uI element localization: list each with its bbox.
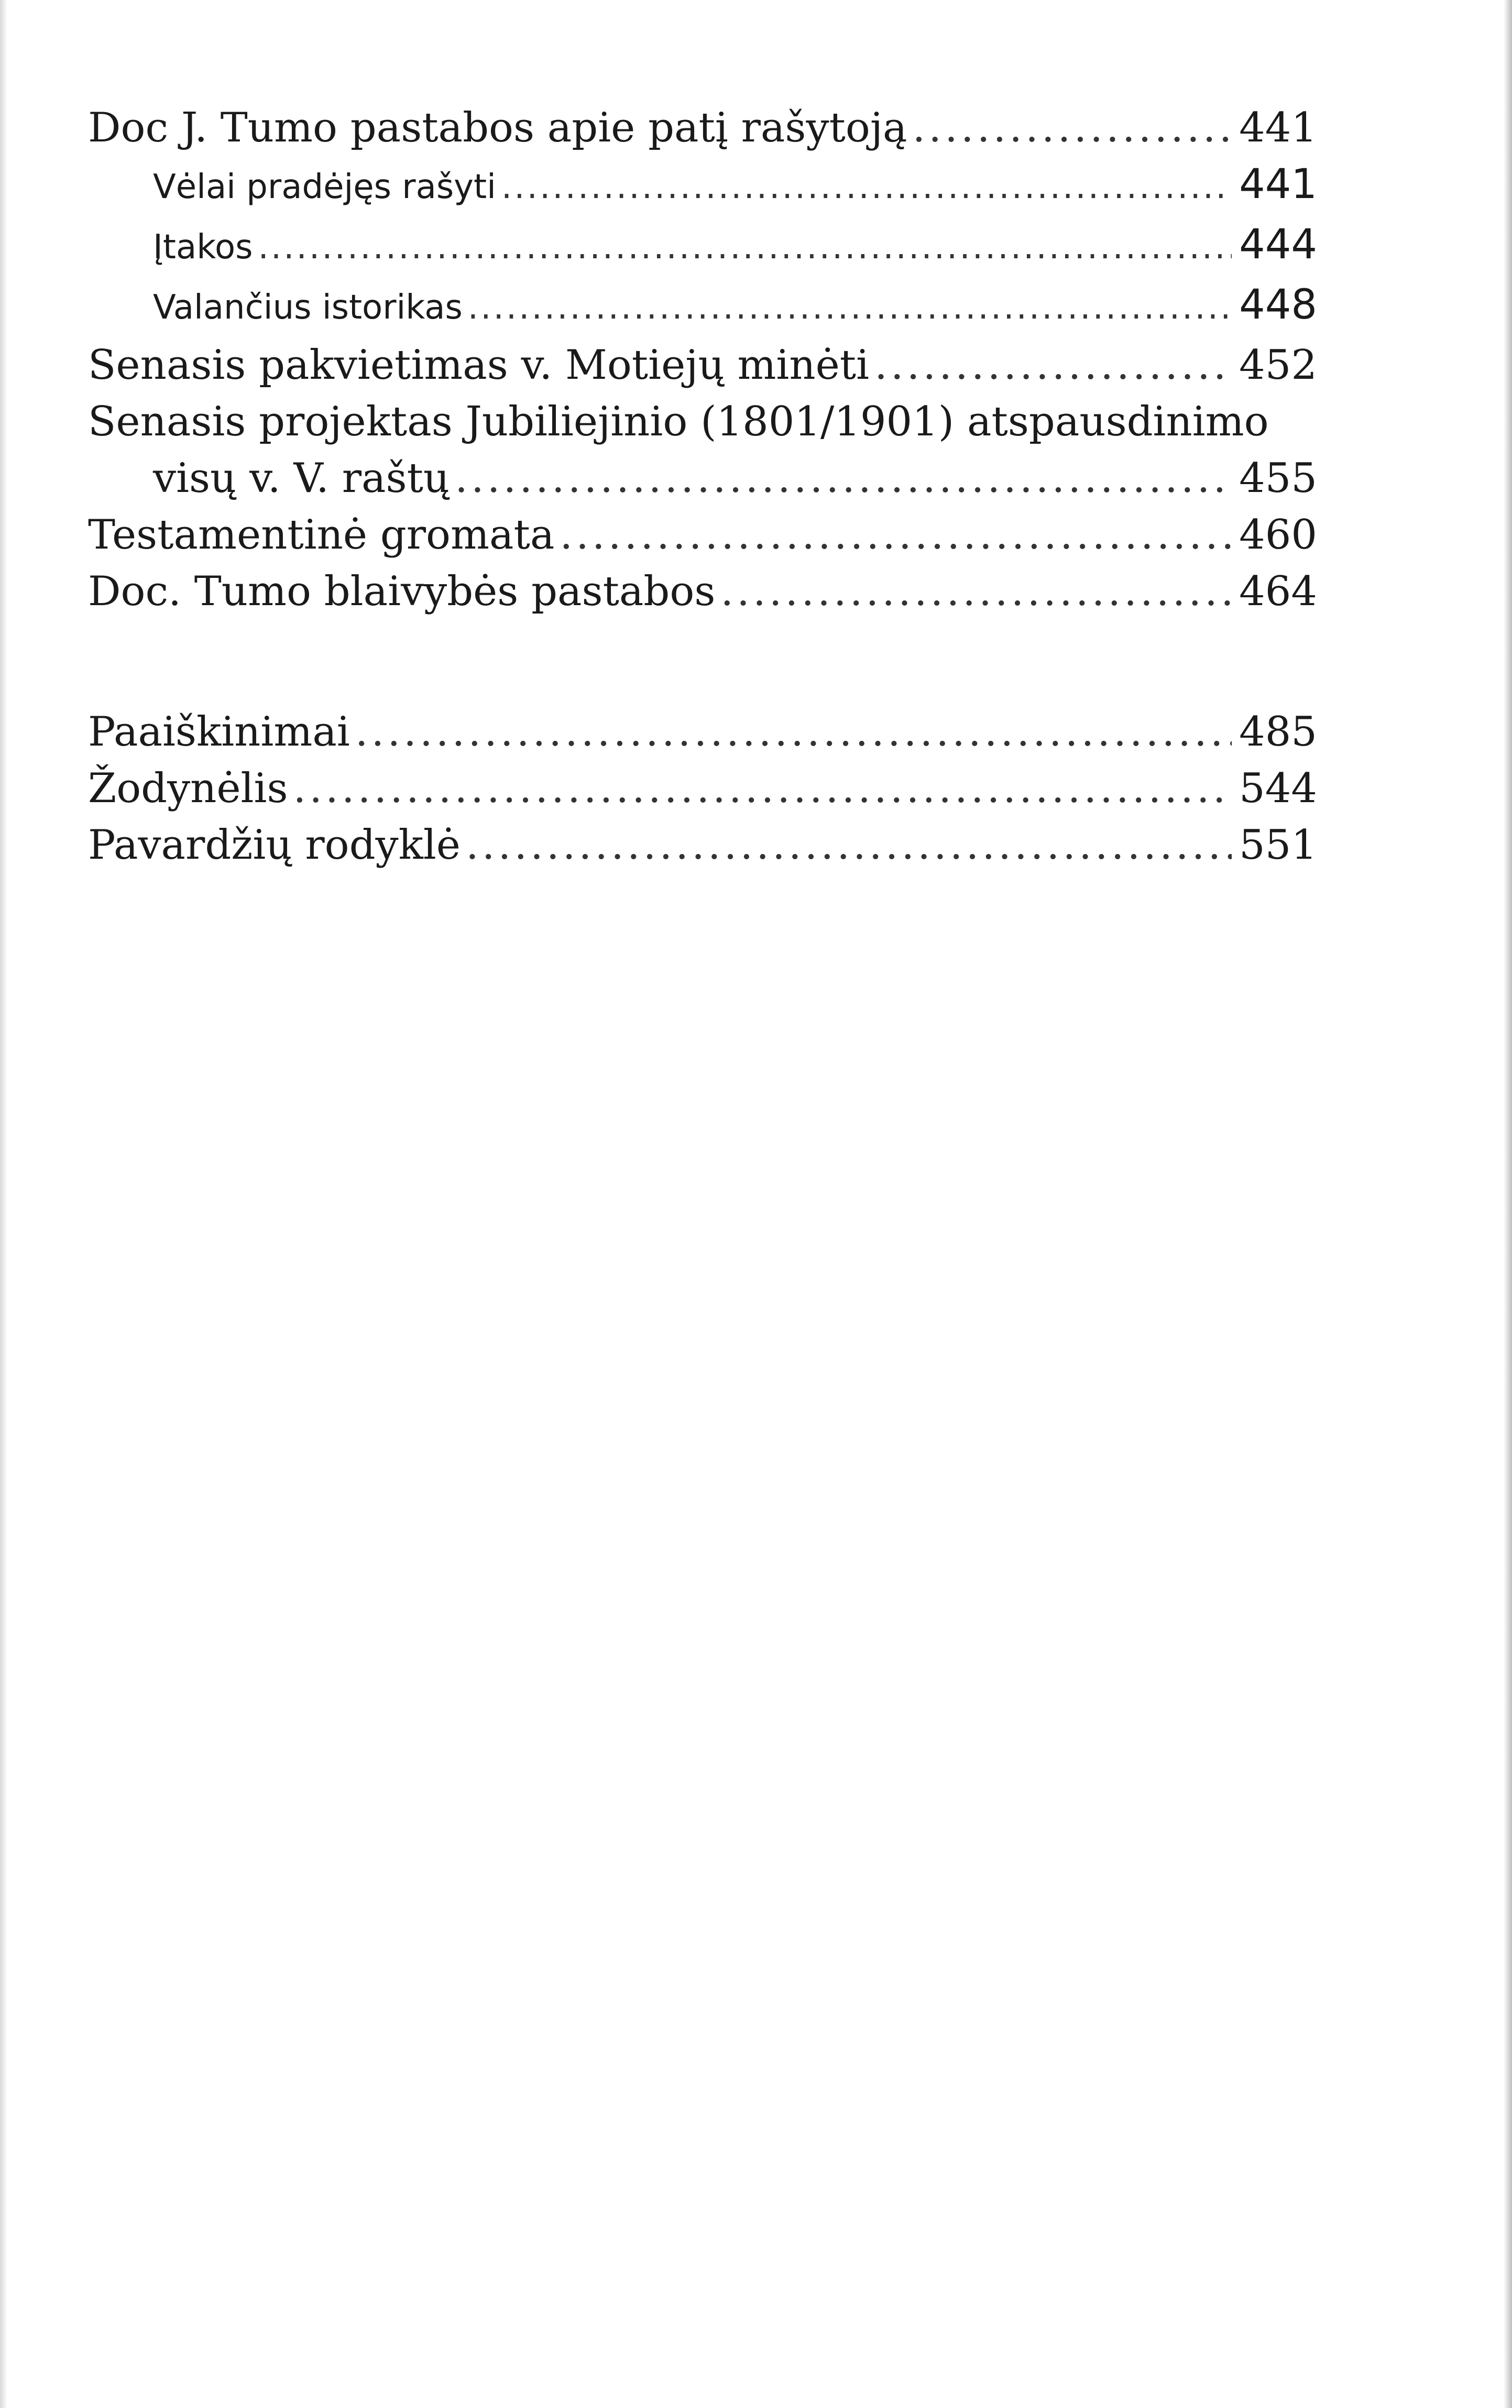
toc-entry-title: Pavardžių rodyklė <box>88 822 461 869</box>
toc-entry-page: 551 <box>1239 822 1317 869</box>
dot-leader <box>560 507 1232 563</box>
toc-entry-page: 455 <box>1239 455 1317 502</box>
toc-entry-title-continuation: visų v. V. raštų <box>153 455 450 502</box>
dot-leader <box>468 278 1232 337</box>
dot-leader <box>501 158 1232 216</box>
toc-entry-title: Žodynėlis <box>88 765 288 812</box>
toc-entry-title: Paaiškinimai <box>88 708 350 756</box>
page-edge-shadow-right <box>1504 0 1512 2408</box>
toc-entry-title: Testamentinė gromata <box>88 511 555 559</box>
dot-leader <box>720 563 1232 620</box>
toc-entry <box>88 760 1317 817</box>
toc-entry <box>88 507 1317 563</box>
toc-subentry-page: 441 <box>1239 161 1317 208</box>
toc-entry-title: Doc. Tumo blaivybės pastabos <box>88 568 716 615</box>
toc-entry-wrapped <box>88 450 1317 507</box>
toc-entry <box>88 337 1317 393</box>
page-edge-shadow-left <box>0 0 7 2408</box>
toc-entry-page: 485 <box>1239 708 1317 756</box>
toc-subentry <box>88 156 1317 216</box>
dot-leader <box>455 450 1232 507</box>
dot-leader <box>293 760 1232 817</box>
toc-entry-page: 441 <box>1239 104 1317 151</box>
dot-leader <box>258 218 1232 277</box>
dot-leader <box>355 704 1232 760</box>
toc-subentry <box>88 216 1317 277</box>
toc-entry-wrapped-first-line: Senasis projektas Jubiliejinio (1801/1901) atspausdinimo <box>88 398 1269 445</box>
dot-leader <box>913 100 1232 156</box>
toc-entry-title: Senasis pakvietimas v. Motiejų minėti <box>88 342 870 389</box>
toc-entry <box>88 817 1317 873</box>
toc-subentry-title: Vėlai pradėjęs rašyti <box>153 168 496 206</box>
table-of-contents <box>88 100 1317 873</box>
dot-leader <box>466 817 1232 873</box>
toc-subentry-title: Valančius istorikas <box>153 288 463 327</box>
toc-entry-page: 452 <box>1239 342 1317 389</box>
dot-leader <box>874 337 1232 393</box>
toc-subentry-page: 448 <box>1239 281 1317 329</box>
toc-entry-page: 544 <box>1239 765 1317 812</box>
toc-entry <box>88 563 1317 620</box>
toc-entry <box>88 704 1317 760</box>
section-spacer <box>88 620 1317 704</box>
toc-entry-page: 460 <box>1239 511 1317 559</box>
toc-entry <box>88 100 1317 156</box>
toc-subentry-title: Įtakos <box>153 228 253 267</box>
toc-entry-title: Doc J. Tumo pastabos apie patį rašytoją <box>88 104 907 151</box>
toc-subentry-page: 444 <box>1239 221 1317 268</box>
toc-entry-page: 464 <box>1239 568 1317 615</box>
toc-subentry <box>88 277 1317 337</box>
